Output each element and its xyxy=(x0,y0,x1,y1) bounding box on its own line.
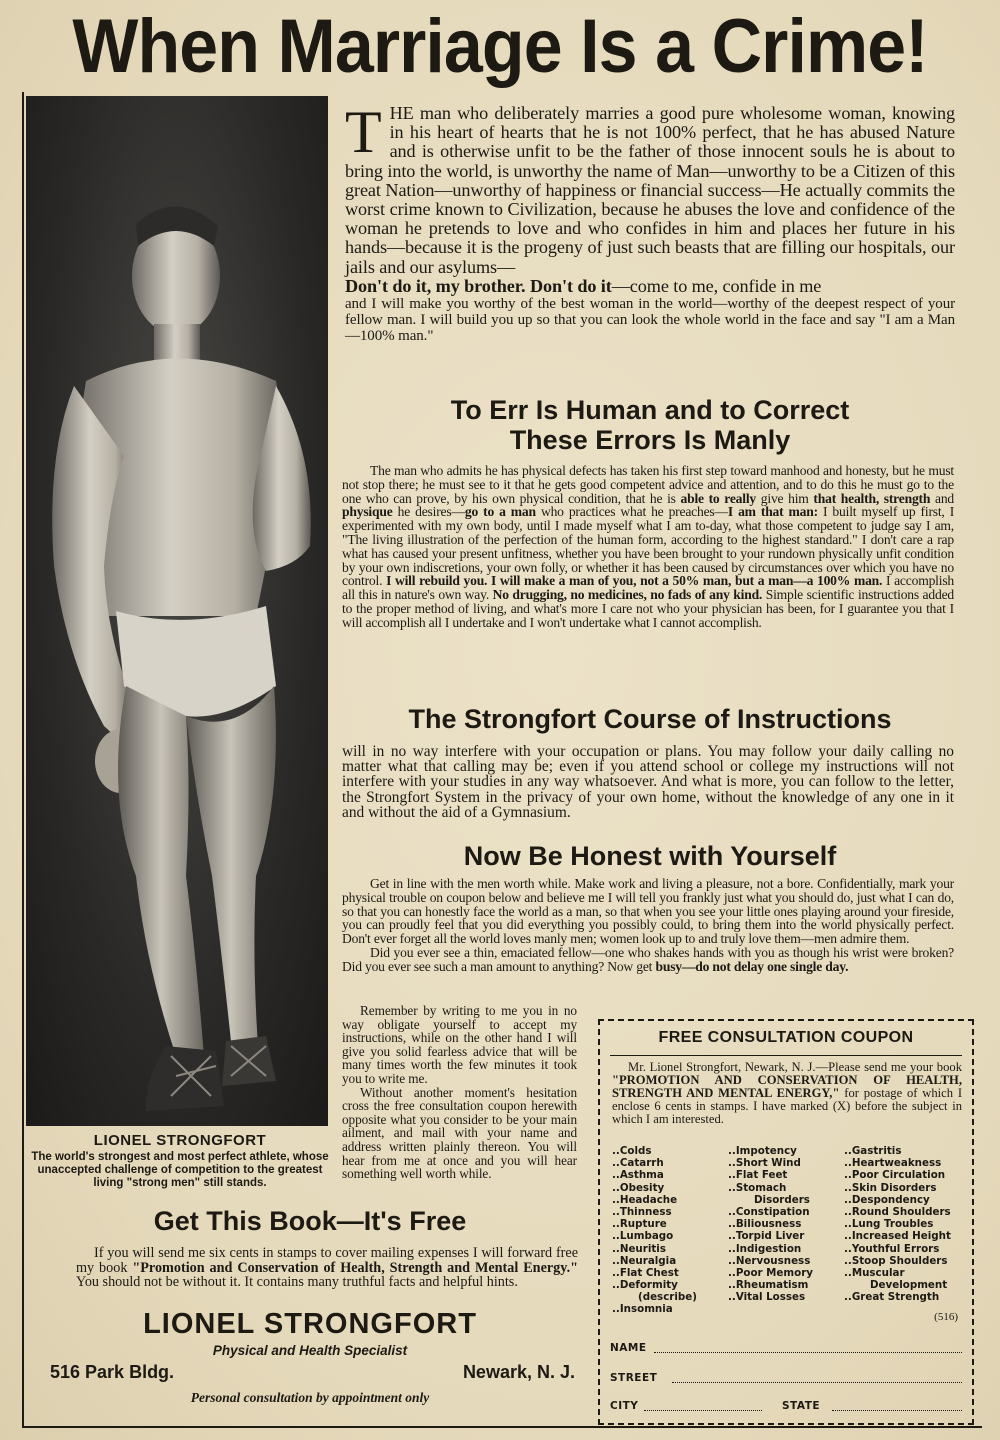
intro-bold-1: Don't do it, my brother. xyxy=(345,275,526,296)
ailment-option[interactable]: ..Catarrh xyxy=(612,1157,664,1170)
coupon-request-text xyxy=(612,1061,962,1126)
err-bold-5: I am that man: xyxy=(727,504,818,520)
name-input-line[interactable] xyxy=(654,1352,962,1353)
city-label: CITY xyxy=(610,1400,639,1412)
err-text-8: Simple scientific instructions added to the proper method of living, and what's more I care not who your physician has been, for I guarantee you that I will accomplish all I undertake and I won't undertake what I cannot accomplish. xyxy=(342,587,954,630)
street-input-line[interactable] xyxy=(672,1382,962,1383)
book-text-2: You should not be without it. It contains many truthful facts and helpful hints. xyxy=(76,1274,518,1290)
ailment-option[interactable]: ..Impotency xyxy=(728,1145,797,1157)
coupon-text-1: Mr. Lionel Strongfort, Newark, N. J.—Please send me your book xyxy=(628,1060,962,1074)
book-heading: Get This Book—It's Free xyxy=(153,1206,467,1236)
ailment-option[interactable]: ..Lung Troubles xyxy=(844,1218,934,1231)
ailment-option[interactable]: ..Increased Height xyxy=(844,1230,951,1243)
err-paragraph xyxy=(342,464,954,630)
honest-text-1: Get in line with the men worth while. Make work and living a pleasure, not a bore. Confidentially, mark your physical trouble on coupon below and believe me I will tell you frankly just what you should do, just what I can do, so that you can honestly face the world as a man, so that when you see your little ones playing around your fireside, you can proudly feel that you did everything you possibly could, to bring them into the world physically perfect. Don't ever forget all the world loves manly men; women look up to and truly love them—men admire them. xyxy=(342,876,954,947)
ailment-option[interactable]: ..Stomach xyxy=(728,1181,787,1194)
ailment-option[interactable]: ..Despondency xyxy=(844,1193,930,1206)
ailment-option-note: Development xyxy=(870,1279,948,1292)
name-label: NAME xyxy=(610,1342,647,1354)
ailment-option[interactable]: ..Skin Disorders xyxy=(844,1181,937,1194)
ailment-option[interactable]: ..Stoop Shoulders xyxy=(844,1254,948,1267)
street-label: STREET xyxy=(610,1372,658,1384)
coupon-number: (516) xyxy=(934,1311,958,1323)
signature-name: LIONEL STRONGFORT xyxy=(143,1308,477,1340)
err-bold-4: go to a man xyxy=(464,504,536,520)
athlete-figure-illustration xyxy=(26,96,328,1126)
writing-text-2: Without another moment's hesitation cross the free consultation coupon herewith opposite what you consider to be your main ailment, and mail with your name and address written plainly thereon. You will hear from me at once and you will hear something well worth while. xyxy=(342,1084,577,1182)
athlete-photo xyxy=(26,96,328,1126)
intro-paragraph xyxy=(345,99,955,345)
ailment-option[interactable]: ..Great Strength xyxy=(844,1291,940,1304)
ailment-option[interactable]: ..Obesity xyxy=(612,1181,665,1194)
ailment-option[interactable]: ..Rupture xyxy=(612,1218,667,1231)
coupon-text-2: for postage of which I enclose 6 cents in stamps. I have marked (X) before the subject in which I am interested. xyxy=(612,1086,963,1127)
ailment-option[interactable]: ..Vital Losses xyxy=(728,1291,806,1304)
ailment-option[interactable]: ..Biliousness xyxy=(728,1218,802,1231)
ailment-option[interactable]: ..Neuritis xyxy=(612,1242,666,1255)
ailment-option[interactable]: ..Muscular xyxy=(844,1266,905,1279)
book-bold-title: "Promotion and Conservation of Health, Strength and Mental Energy." xyxy=(132,1259,578,1276)
err-text-2: give him xyxy=(760,490,809,506)
ailment-option[interactable]: ..Neuralgia xyxy=(612,1254,677,1267)
heading-honest: Now Be Honest with Yourself xyxy=(463,841,837,871)
ailment-column-1[interactable] xyxy=(612,1145,730,1316)
intro-rest: —come to me, confide in me xyxy=(611,275,822,296)
ailment-option[interactable]: ..Thinness xyxy=(612,1205,672,1218)
ailment-column-3[interactable] xyxy=(844,1145,962,1303)
coupon-heading: FREE CONSULTATION COUPON xyxy=(658,1029,914,1046)
drop-cap: T xyxy=(345,99,382,165)
ailment-option[interactable]: ..Poor Circulation xyxy=(844,1169,946,1182)
ailment-option[interactable]: ..Flat Chest xyxy=(612,1266,679,1279)
intro-bold-2: Don't do it xyxy=(529,275,612,296)
street-field[interactable] xyxy=(610,1367,962,1387)
ailment-option[interactable]: ..Insomnia xyxy=(612,1303,673,1316)
ailment-option[interactable]: ..Short Wind xyxy=(728,1157,801,1170)
err-text-6: I built myself up first, I experimented with my own body, until I made myself what I am to-day, what those competent to judge say I am, "The living illustration of the perfection of the human form, according to the highest standard." I don't care a rap what has caused your present unfitness, whether you have been brought to your rundown physically unfit condition by your own indiscretions, your own folly, or whether it has been caused by circumstances over which you have no control. xyxy=(342,504,955,589)
ailment-option[interactable]: ..Gastritis xyxy=(844,1145,902,1157)
err-text-7: I accomplish all this in nature's own way. xyxy=(342,573,955,603)
honest-bold-2: busy—do not delay one single day. xyxy=(655,958,849,974)
honest-text-2: Did you ever see a thin, emaciated fellow—one who shakes hands with you as though his wrist were broken? Did you ever see such a man amount to anything? Now get xyxy=(342,944,954,974)
signature-title: Physical and Health Specialist xyxy=(212,1343,408,1358)
ailment-option[interactable]: ..Rheumatism xyxy=(728,1279,809,1292)
city-input-line[interactable] xyxy=(644,1410,762,1411)
heading-err-line-1: To Err Is Human and to Correct xyxy=(450,395,850,425)
err-text-1: The man who admits he has physical defects has taken his first step toward manhood and honesty, but he must not stop there; he must see to it that he gets good competent advice and attention, and to do this he must go to the one who can prove, by his own physical condition, that he is xyxy=(342,463,954,506)
photo-caption xyxy=(30,1132,330,1190)
err-text-5: who practices what he preaches— xyxy=(540,504,728,520)
ailment-column-2[interactable] xyxy=(728,1145,846,1303)
err-text-3: and xyxy=(935,490,955,506)
address-street: 516 Park Bldg. xyxy=(50,1362,175,1382)
address-city: Newark, N. J. xyxy=(462,1362,575,1382)
ailment-option[interactable]: ..Indigestion xyxy=(728,1242,802,1255)
err-text-4: he desires— xyxy=(397,504,465,520)
ailment-option[interactable]: ..Flat Feet xyxy=(728,1169,788,1182)
intro-tail: and I will make you worthy of the best woman in the world—worthy of the deepest respect of your fellow man. I will build you up so that you can look the whole world in the face and say "I am a Man—100% man." xyxy=(345,296,955,345)
ailment-option[interactable]: ..Constipation xyxy=(728,1205,810,1218)
ailment-option-note: (describe) xyxy=(638,1291,697,1304)
writing-text-1: Remember by writing to me you in no way obligate yourself to accept my instructions, while on the other hand I will give you solid fearless advice that will be many times worth the few minutes it took you to write me. xyxy=(342,1003,577,1086)
intro-text: HE man who deliberately marries a good pure wholesome woman, knowing in his heart of hearts that he is not 100% perfect, that he has abused Nature and is otherwise unfit to be the father of those innocent souls he is about to bring into the world, is unworthy the name of Man—unworthy to be a Citizen of this great Nation—unworthy of happiness or financial success—He actually commits the worst crime known to Civilization, because he abuses the love and confidence of the woman he pretends to love and who confides in him and places her future in his hands—because it is the progeny of just such beasts that are filling our hospitals, our jails and our asylums— xyxy=(345,103,955,277)
ailment-option[interactable]: ..Round Shoulders xyxy=(844,1205,951,1218)
err-bold-2: that health, strength xyxy=(813,490,931,506)
consultation-note: Personal consultation by appointment only xyxy=(190,1390,430,1405)
ailment-option[interactable]: ..Nervousness xyxy=(728,1254,811,1267)
err-bold-3: physique xyxy=(342,504,393,520)
name-field[interactable] xyxy=(610,1337,962,1357)
state-label: STATE xyxy=(782,1400,821,1412)
ailment-option[interactable]: ..Headache xyxy=(612,1193,678,1206)
ailment-option[interactable]: ..Asthma xyxy=(612,1169,664,1182)
caption-name: LIONEL STRONGFORT xyxy=(93,1132,267,1149)
headline: When Marriage Is a Crime! xyxy=(72,4,928,89)
ailment-option[interactable]: ..Heartweakness xyxy=(844,1157,942,1170)
writing-paragraphs xyxy=(342,1004,577,1181)
city-state-field[interactable] xyxy=(610,1395,962,1415)
ailment-option-note: Disorders xyxy=(754,1193,810,1206)
honest-paragraphs xyxy=(342,877,954,974)
err-bold-7: No drugging, no medicines, no fads of any kind. xyxy=(492,587,763,603)
heading-course: The Strongfort Course of Instructions xyxy=(408,704,892,734)
book-paragraph xyxy=(76,1246,578,1290)
ailment-option[interactable]: ..Lumbago xyxy=(612,1230,674,1243)
consultation-coupon[interactable] xyxy=(598,1019,974,1425)
heading-err-line-2: These Errors Is Manly xyxy=(509,425,791,455)
course-paragraph: will in no way interfere with your occupation or plans. You may follow your daily calling no matter what that calling may be; even if you attend school or college my instructions will not interfere with your studies in any way whatsoever. And what is more, you can follow to the letter, the Strongfort System in the privacy of your own home, without the knowledge of any one in it and without the aid of a Gymnasium. xyxy=(342,743,954,821)
err-bold-1: able to really xyxy=(680,490,757,506)
ailment-option[interactable]: ..Colds xyxy=(612,1145,652,1157)
err-bold-6: I will rebuild you. I will make a man of you, not a 50% man, but a man—a 100% man. xyxy=(386,573,883,589)
state-input-line[interactable] xyxy=(832,1410,962,1411)
book-text-1: If you will send me six cents in stamps to cover mailing expenses I will forward free my book xyxy=(76,1245,578,1276)
coupon-bold: "PROMOTION AND CONSERVATION OF HEALTH, STRENGTH AND MENTAL ENERGY," xyxy=(612,1073,962,1101)
caption-description: The world's strongest and most perfect athlete, whose unaccepted challenge of competition to the greatest living "strong men" still stands. xyxy=(31,1151,329,1189)
coupon-divider xyxy=(610,1055,962,1056)
ailment-option[interactable]: ..Torpid Liver xyxy=(728,1230,805,1243)
ailment-option[interactable]: ..Youthful Errors xyxy=(844,1242,940,1255)
ailment-option[interactable]: ..Poor Memory xyxy=(728,1266,814,1279)
ailment-option[interactable]: ..Deformity xyxy=(612,1279,678,1292)
